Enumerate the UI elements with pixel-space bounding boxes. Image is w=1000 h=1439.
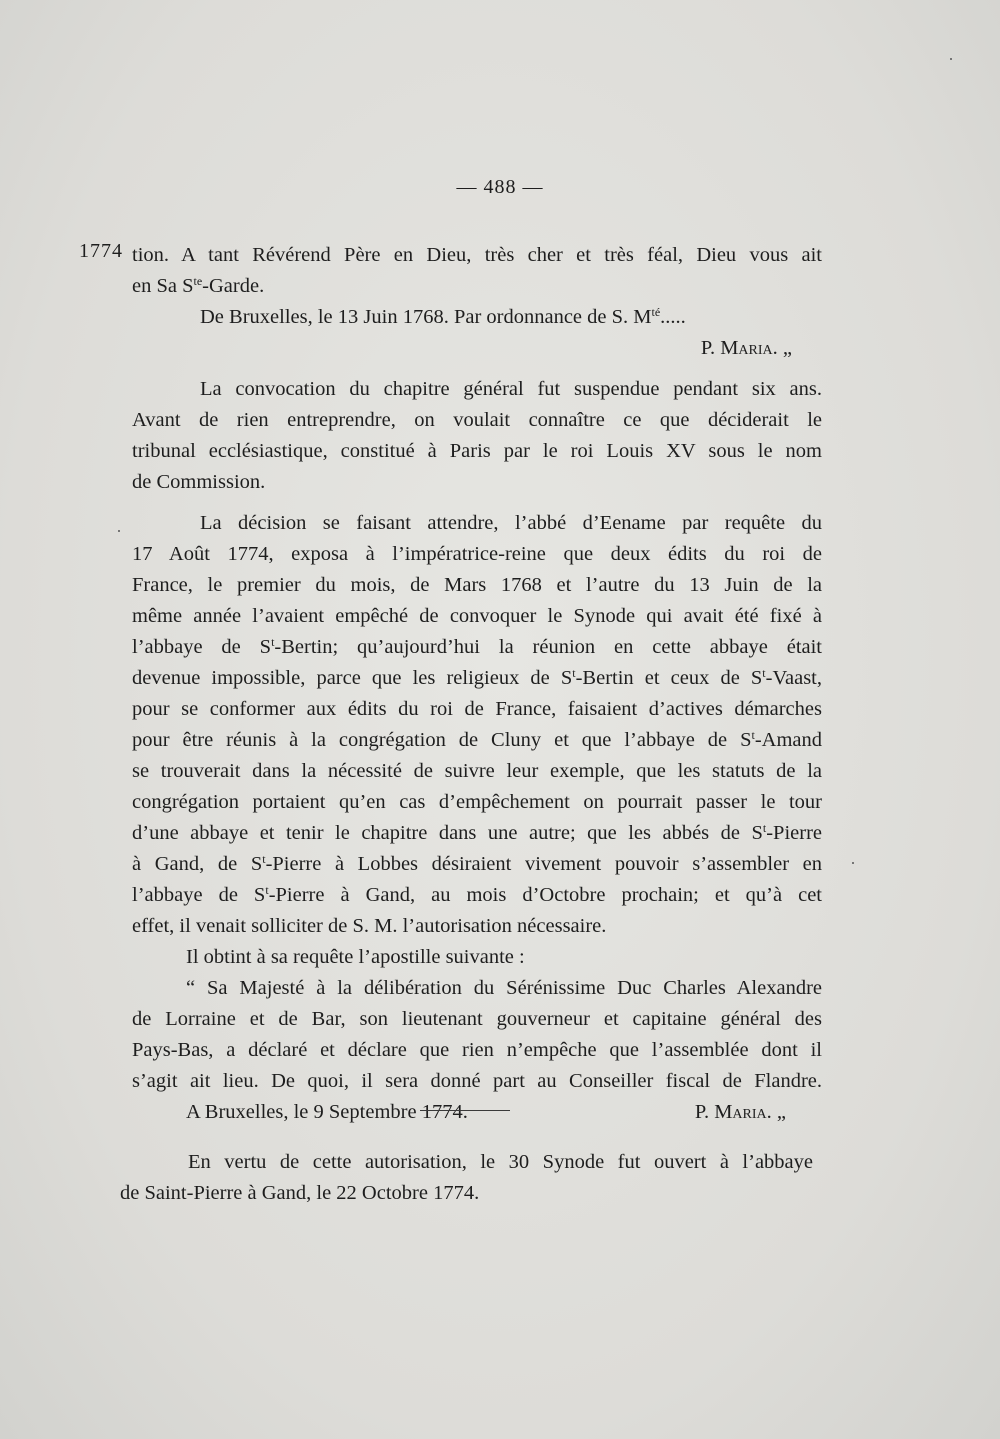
main-text <box>132 240 822 1128</box>
page-number: — 488 — <box>456 176 544 198</box>
paragraph-line: La convocation du chapitre général fut suspendue pendant six ans. <box>200 378 822 400</box>
closing-line: de Saint-Pierre à Gand, le 22 Octobre 1774. <box>120 1182 480 1204</box>
closing-paragraph <box>120 1147 813 1209</box>
margin-year: 1774 <box>79 240 123 262</box>
apostille-line: de Lorraine et de Bar, son lieutenant gouverneur et capitaine général des <box>132 1008 822 1030</box>
paragraph-line: pour se conformer aux édits du roi de France, faisaient d’actives démarches <box>132 698 822 720</box>
letter-dateline: De Bruxelles, le 13 Juin 1768. Par ordonnance de S. $M^{té}$..... <box>200 305 686 328</box>
letter-line: en Sa $S^{te}$-Garde. <box>132 274 265 297</box>
closing-line: En vertu de cette autorisation, le 30 Synode fut ouvert à l’abbaye <box>188 1151 813 1173</box>
paragraph-line: Avant de rien entreprendre, on voulait connaître ce que déciderait le <box>132 409 822 431</box>
paragraph-line: pour être réunis à la congrégation de Cluny et que l’abbaye de $S^t$-Amand <box>132 728 822 751</box>
paragraph-line: devenue impossible, parce que les religieux de $S^t$-Bertin et ceux de $S^t$-Vaast, <box>132 666 822 689</box>
scan-speck <box>852 862 854 864</box>
paragraph-line: France, le premier du mois, de Mars 1768 et l’autre du 13 Juin de la <box>132 574 822 596</box>
letter-signature: P. Maria. „ <box>700 337 792 359</box>
apostille-signature: P. Maria. „ <box>694 1101 786 1123</box>
paragraph-line: l’abbaye de $S^t$-Pierre à Gand, au mois d’Octobre prochain; et qu’à cet <box>132 883 823 906</box>
paragraph-line: l’abbaye de $S^t$-Bertin; qu’aujourd’hui la réunion en cette abbaye était <box>132 635 822 658</box>
paragraph-line: d’une abbaye et tenir le chapitre dans une autre; que les abbés de $S^t$-Pierre <box>132 821 822 844</box>
apostille-place-date: A Bruxelles, le 9 Septembre 1774. <box>186 1101 468 1123</box>
apostille-dateline <box>132 1097 822 1128</box>
letter-line: tion. A tant Révérend Père en Dieu, très cher et très féal, Dieu vous ait <box>132 244 822 266</box>
paragraph-line: 17 Août 1774, exposa à l’impératrice-reine que deux édits du roi de <box>132 543 822 565</box>
section-divider <box>420 1110 510 1111</box>
paragraph-line: même année l’avaient empêché de convoquer le Synode qui avait été fixé à <box>132 605 822 627</box>
paragraph-line: effet, il venait solliciter de S. M. l’autorisation nécessaire. <box>132 915 607 937</box>
paragraph-line: congrégation portaient qu’en cas d’empêchement on pourrait passer le tour <box>132 791 822 813</box>
paragraph-line: La décision se faisant attendre, l’abbé d’Eename par requête du <box>200 512 822 534</box>
scan-speck <box>950 58 952 60</box>
paragraph-line: tribunal ecclésiastique, constitué à Paris par le roi Louis XV sous le nom <box>132 440 822 462</box>
paragraph-line: se trouverait dans la nécessité de suivre leur exemple, que les statuts de la <box>132 760 822 782</box>
apostille-line: Pays-Bas, a déclaré et déclare que rien n’empêche que l’assemblée dont il <box>132 1039 822 1061</box>
paragraph-line: à Gand, de $S^t$-Pierre à Lobbes désiraient vivement pouvoir s’assembler en <box>132 852 822 875</box>
paragraph-line: de Commission. <box>132 471 266 493</box>
scan-speck <box>118 530 120 532</box>
paragraph-line: Il obtint à sa requête l’apostille suivante : <box>186 946 525 968</box>
apostille-line: s’agit ait lieu. De quoi, il sera donné part au Conseiller fiscal de Flandre. <box>132 1070 822 1092</box>
apostille-line: “ Sa Majesté à la délibération du Sérénissime Duc Charles Alexandre <box>186 977 822 999</box>
